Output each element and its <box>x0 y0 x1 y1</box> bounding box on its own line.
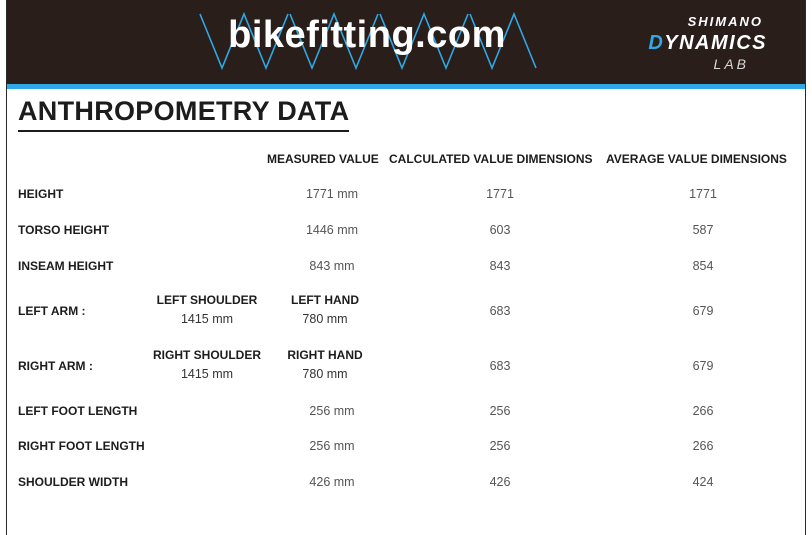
right-foot-length-measured: 256 mm <box>309 439 355 453</box>
left-shoulder-block <box>147 293 267 326</box>
torso-height-calculated: 603 <box>489 223 511 237</box>
row-label-right-foot-length: RIGHT FOOT LENGTH <box>18 439 145 453</box>
brand-line-lab: LAB <box>713 56 749 72</box>
height-measured: 1771 mm <box>305 187 359 201</box>
brand-d-letter: D <box>648 32 665 54</box>
right-shoulder-label: RIGHT SHOULDER <box>153 348 261 362</box>
shoulder-width-calculated: 426 <box>489 475 511 489</box>
height-calculated: 1771 <box>486 187 514 201</box>
inseam-height-measured: 843 mm <box>309 259 355 273</box>
left-hand-label: LEFT HAND <box>291 293 359 307</box>
row-label-inseam-height: INSEAM HEIGHT <box>18 259 114 273</box>
site-title: bikefitting.com <box>228 14 506 56</box>
left-hand-value: 780 mm <box>302 312 348 326</box>
inseam-height-average: 854 <box>692 259 714 273</box>
right-arm-calculated: 683 <box>489 359 511 373</box>
torso-height-average: 587 <box>692 223 714 237</box>
right-arm-average: 679 <box>692 359 714 373</box>
left-shoulder-label: LEFT SHOULDER <box>156 293 258 307</box>
shoulder-width-average: 424 <box>692 475 714 489</box>
right-hand-block <box>275 348 375 381</box>
left-arm-calculated: 683 <box>489 304 511 318</box>
left-hand-block <box>275 293 375 326</box>
left-foot-length-average: 266 <box>692 404 714 418</box>
brand-line-shimano: SHIMANO <box>687 14 763 29</box>
left-shoulder-value: 1415 mm <box>180 312 234 326</box>
column-header-average: AVERAGE VALUE DIMENSIONS <box>606 152 787 166</box>
page-title: ANTHROPOMETRY DATA <box>18 96 349 132</box>
left-foot-length-measured: 256 mm <box>309 404 355 418</box>
right-shoulder-value: 1415 mm <box>180 367 234 381</box>
row-label-left-foot-length: LEFT FOOT LENGTH <box>18 404 138 418</box>
shoulder-width-measured: 426 mm <box>309 475 355 489</box>
inseam-height-calculated: 843 <box>489 259 511 273</box>
left-arm-average: 679 <box>692 304 714 318</box>
torso-height-measured: 1446 mm <box>305 223 359 237</box>
brand-line-dynamics <box>648 32 767 55</box>
brand-dynamics-rest: YNAMICS <box>664 32 767 54</box>
header-accent-stripe <box>7 84 805 89</box>
right-hand-label: RIGHT HAND <box>287 348 363 362</box>
right-foot-length-calculated: 256 <box>489 439 511 453</box>
header-banner <box>7 0 805 84</box>
right-hand-value: 780 mm <box>302 367 348 381</box>
report-frame <box>6 0 806 535</box>
row-label-shoulder-width: SHOULDER WIDTH <box>18 475 128 489</box>
column-header-calculated: CALCULATED VALUE DIMENSIONS <box>389 152 593 166</box>
left-foot-length-calculated: 256 <box>489 404 511 418</box>
right-shoulder-block <box>147 348 267 381</box>
row-label-left-arm: LEFT ARM : <box>18 304 86 318</box>
row-label-height: HEIGHT <box>18 187 64 201</box>
shimano-dynamics-lab-logo <box>631 14 781 76</box>
row-label-right-arm: RIGHT ARM : <box>18 359 93 373</box>
right-foot-length-average: 266 <box>692 439 714 453</box>
column-header-measured: MEASURED VALUE <box>267 152 379 166</box>
height-average: 1771 <box>689 187 717 201</box>
row-label-torso-height: TORSO HEIGHT <box>18 223 110 237</box>
